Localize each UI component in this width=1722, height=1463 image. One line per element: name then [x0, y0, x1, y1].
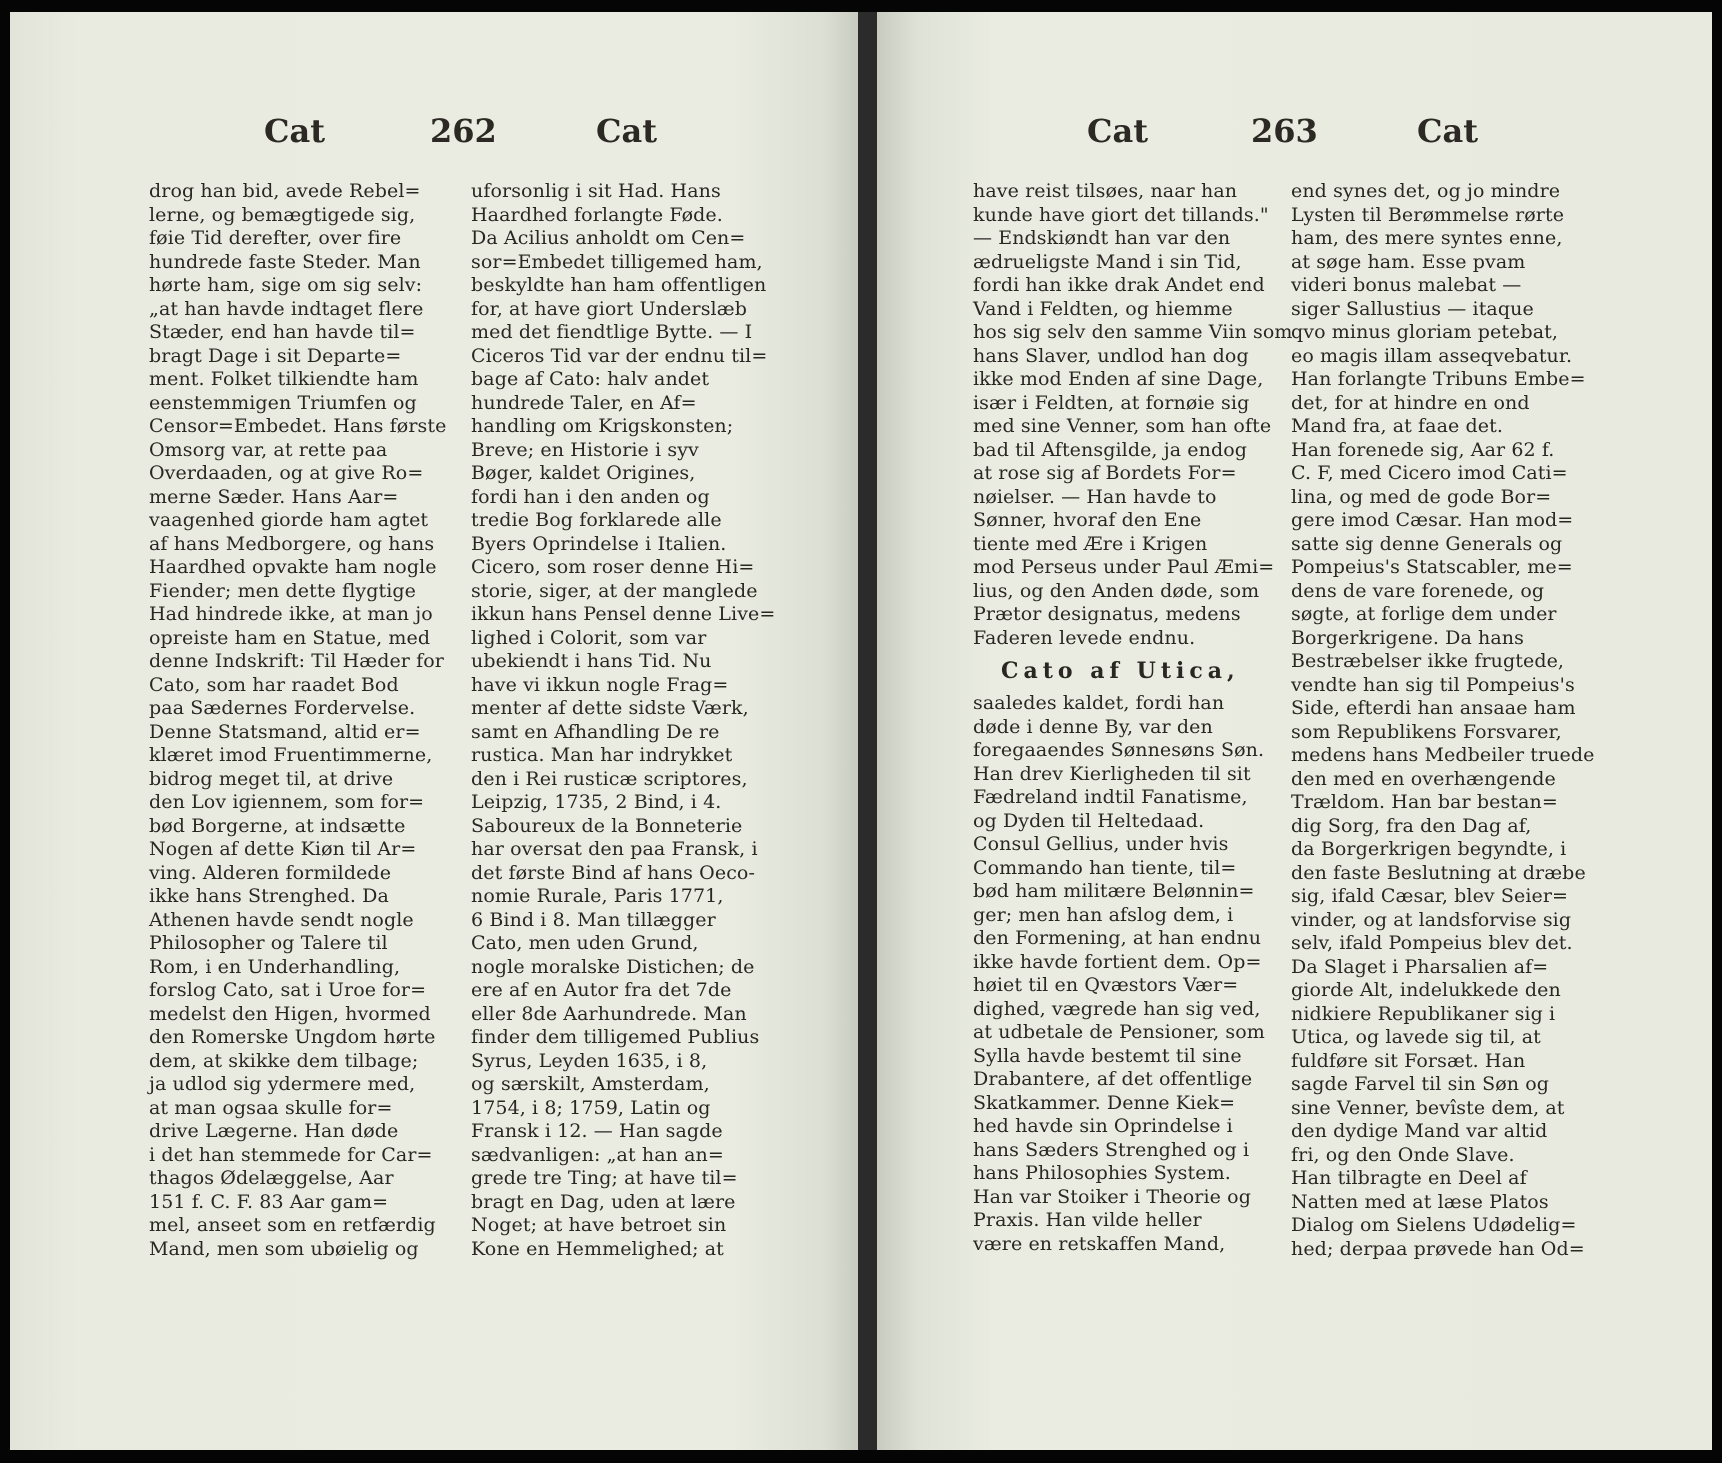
text-line: 1754, i 8; 1759, Latin og: [471, 1096, 711, 1119]
text-line: Cato, men uden Grund,: [471, 932, 699, 954]
text-line: fordi han i den anden og: [471, 485, 710, 508]
text-line: fuldføre sit Forsæt. Han: [1291, 1049, 1526, 1072]
text-line: den Romerske Ungdom hørte: [149, 1026, 436, 1048]
right-column-1-bottom: [973, 692, 1273, 1256]
text-line: ere af en Autor fra det 7de: [471, 979, 732, 1001]
text-line: Cato, som har raadet Bod: [149, 673, 399, 696]
text-line: Skatkammer. Denne Kiek=: [973, 1091, 1236, 1114]
section-title-cato-af-utica: Cato af Utica,: [1001, 658, 1240, 684]
text-line: Kone en Hemmelighed; at: [471, 1237, 724, 1260]
text-line: fordi han ikke drak Andet end: [973, 274, 1265, 296]
text-line: lina, og med de gode Bor=: [1291, 485, 1552, 508]
text-line: lius, og den Anden døde, som: [973, 579, 1260, 602]
text-line: Lysten til Berømmelse rørte: [1291, 203, 1565, 226]
text-line: finder dem tilligemed Publius: [471, 1026, 760, 1048]
text-line: og Dyden til Heltedaad.: [973, 809, 1205, 832]
text-line: bragt en Dag, uden at lære: [471, 1190, 736, 1213]
text-line: satte sig denne Generals og: [1291, 532, 1563, 555]
text-line: mod Perseus under Paul Æmi=: [973, 556, 1275, 578]
text-line: Nogen af dette Kiøn til Ar=: [149, 838, 417, 860]
text-line: Rom, i en Underhandling,: [149, 955, 401, 978]
text-line: Vand i Feldten, og hiemme: [973, 297, 1233, 320]
text-line: Ciceros Tid var der endnu til=: [471, 344, 768, 367]
text-line: at man ogsaa skulle for=: [149, 1096, 393, 1119]
text-line: den dydige Mand var altid: [1291, 1120, 1548, 1142]
text-line: tiente med Ære i Krigen: [973, 532, 1208, 555]
text-line: bad til Aftensgilde, ja endog: [973, 438, 1248, 461]
text-line: forslog Cato, sat i Uroe for=: [149, 979, 427, 1001]
text-line: Mand fra, at faae det.: [1291, 415, 1503, 437]
text-line: Han forenede sig, Aar 62 f.: [1291, 438, 1555, 461]
text-line: at søge ham. Esse pvam: [1291, 250, 1526, 273]
text-line: gere imod Cæsar. Han mod=: [1291, 509, 1574, 531]
text-line: — Endskiøndt han var den: [973, 227, 1231, 249]
text-line: sædvanligen: „at han an=: [471, 1143, 724, 1166]
text-line: Da Acilius anholdt om Cen=: [471, 227, 746, 249]
text-line: Prætor designatus, medens: [973, 603, 1241, 625]
left-header-word-right: Cat: [596, 112, 657, 150]
text-line: denne Indskrift: Til Hæder for: [149, 650, 444, 672]
text-line: Cicero, som roser denne Hi=: [471, 556, 755, 578]
text-line: handling om Krigskonsten;: [471, 415, 734, 437]
text-line: medens hans Medbeiler truede: [1291, 744, 1595, 766]
right-column-2: [1291, 180, 1611, 1261]
text-line: lerne, og bemægtigede sig,: [149, 203, 416, 226]
text-line: Omsorg var, at rette paa: [149, 438, 388, 461]
text-line: den i Rei rusticæ scriptores,: [471, 767, 748, 790]
text-line: ment. Folket tilkiendte ham: [149, 368, 419, 390]
right-page-number: 263: [1251, 112, 1318, 150]
text-line: ikke mod Enden af sine Dage,: [973, 368, 1264, 390]
text-line: Consul Gellius, under hvis: [973, 833, 1229, 855]
text-line: hørte ham, sige om sig selv:: [149, 274, 423, 296]
text-line: eller 8de Aarhundrede. Man: [471, 1002, 747, 1025]
text-line: Praxis. Han vilde heller: [973, 1209, 1202, 1231]
text-line: Overdaaden, og at give Ro=: [149, 462, 424, 484]
left-page: [10, 12, 858, 1450]
text-line: ubekiendt i hans Tid. Nu: [471, 650, 712, 672]
text-line: „at han havde indtaget flere: [149, 297, 424, 320]
text-line: Trældom. Han bar bestan=: [1291, 791, 1558, 813]
text-line: Denne Statsmand, altid er=: [149, 720, 421, 743]
text-line: har oversat den paa Fransk, i: [471, 838, 758, 860]
book-gutter: [858, 12, 877, 1450]
text-line: bød ham militære Belønnin=: [973, 880, 1255, 902]
text-line: Fædreland indtil Fanatisme,: [973, 786, 1248, 808]
text-line: saaledes kaldet, fordi han: [973, 692, 1225, 714]
text-line: Dialog om Sielens Udødelig=: [1291, 1214, 1577, 1236]
text-line: Mand, men som ubøielig og: [149, 1237, 419, 1260]
right-header-word-right: Cat: [1417, 112, 1478, 150]
text-line: Sønner, hvoraf den Ene: [973, 509, 1202, 531]
text-line: ikkun hans Pensel denne Live=: [471, 603, 776, 625]
text-line: Athenen havde sendt nogle: [149, 908, 414, 931]
text-line: Haardhed opvakte ham nogle: [149, 556, 437, 578]
text-line: med sine Venner, som han ofte: [973, 415, 1272, 437]
text-line: hed havde sin Oprindelse i: [973, 1115, 1233, 1137]
text-line: selv, ifald Pompeius blev det.: [1291, 932, 1573, 954]
text-line: den Formening, at han endnu: [973, 927, 1262, 949]
text-line: bragt Dage i sit Departe=: [149, 344, 402, 367]
text-line: end synes det, og jo mindre: [1291, 180, 1561, 202]
text-line: sor=Embedet tilligemed ham,: [471, 250, 763, 273]
text-line: da Borgerkrigen begyndte, i: [1291, 838, 1567, 860]
text-line: menter af dette sidste Værk,: [471, 697, 749, 719]
text-line: den faste Beslutning at dræbe: [1291, 861, 1586, 884]
text-line: søgte, at forlige dem under: [1291, 603, 1557, 625]
text-line: mel, anseet som en retfærdig: [149, 1214, 436, 1236]
text-line: eo magis illam asseqvebatur.: [1291, 344, 1573, 367]
text-line: bidrog meget til, at drive: [149, 767, 394, 790]
text-line: vendte han sig til Pompeius's: [1291, 673, 1575, 696]
text-line: med det fiendtlige Bytte. — I: [471, 321, 753, 343]
text-line: qvo minus gloriam petebat,: [1291, 321, 1559, 343]
text-line: Philosopher og Talere til: [149, 932, 388, 954]
text-line: vinder, og at landsforvise sig: [1291, 908, 1572, 931]
text-line: døde i denne By, var den: [973, 715, 1213, 738]
text-line: nidkiere Republikaner sig i: [1291, 1002, 1556, 1025]
text-line: foregaaendes Sønnesøns Søn.: [973, 739, 1265, 761]
text-line: Syrus, Leyden 1635, i 8,: [471, 1049, 708, 1072]
text-line: af hans Medborgere, og hans: [149, 532, 435, 555]
text-line: 6 Bind i 8. Man tillægger: [471, 908, 716, 931]
text-line: Bestræbelser ikke frugtede,: [1291, 650, 1565, 672]
text-line: videri bonus malebat —: [1291, 274, 1522, 296]
text-line: samt en Afhandling De re: [471, 720, 720, 743]
text-line: hundrede faste Steder. Man: [149, 250, 421, 273]
text-line: grede tre Ting; at have til=: [471, 1167, 738, 1189]
text-line: at rose sig af Bordets For=: [973, 462, 1237, 484]
text-line: det første Bind af hans Oeco-: [471, 861, 755, 884]
text-line: C. F, med Cicero imod Cati=: [1291, 462, 1568, 484]
text-line: hundrede Taler, en Af=: [471, 391, 697, 414]
text-line: sig, ifald Cæsar, blev Seier=: [1291, 885, 1569, 907]
text-line: sine Venner, bevîste dem, at: [1291, 1096, 1565, 1119]
text-line: fri, og den Onde Slave.: [1291, 1143, 1515, 1166]
text-line: bød Borgerne, at indsætte: [149, 814, 406, 837]
text-line: høiet til en Qvæstors Vær=: [973, 974, 1239, 996]
text-line: Sylla havde bestemt til sine: [973, 1044, 1242, 1067]
text-line: opreiste ham en Statue, med: [149, 626, 431, 649]
text-line: hos sig selv den samme Viin som: [973, 321, 1293, 343]
text-line: Han var Stoiker i Theorie og: [973, 1185, 1251, 1208]
text-line: kunde have giort det tillands.": [973, 203, 1269, 226]
text-line: eenstemmigen Triumfen og: [149, 391, 417, 414]
text-line: ikke hans Strenghed. Da: [149, 885, 389, 907]
text-line: Leipzig, 1735, 2 Bind, i 4.: [471, 791, 722, 813]
text-line: som Republikens Forsvarer,: [1291, 720, 1562, 743]
text-line: Han tilbragte en Deel af: [1291, 1167, 1527, 1189]
text-line: merne Sæder. Hans Aar=: [149, 485, 399, 508]
text-line: og særskilt, Amsterdam,: [471, 1073, 710, 1095]
text-line: nøielser. — Han havde to: [973, 485, 1217, 508]
text-line: ikke havde fortient dem. Op=: [973, 950, 1262, 973]
text-line: hed; derpaa prøvede han Od=: [1291, 1237, 1585, 1260]
text-line: hans Philosophies System.: [973, 1162, 1231, 1184]
text-line: Stæder, end han havde til=: [149, 321, 416, 343]
text-line: nomie Rurale, Paris 1771,: [471, 885, 724, 907]
text-line: dens de vare forenede, og: [1291, 579, 1545, 602]
text-line: Han drev Kierligheden til sit: [973, 762, 1251, 785]
text-line: beskyldte han ham offentligen: [471, 274, 767, 296]
text-line: 151 f. C. F. 83 Aar gam=: [149, 1190, 389, 1213]
text-line: Utica, og lavede sig til, at: [1291, 1026, 1541, 1048]
text-line: dem, at skikke dem tilbage;: [149, 1049, 419, 1072]
text-line: ædrueligste Mand i sin Tid,: [973, 250, 1242, 273]
text-line: Noget; at have betroet sin: [471, 1214, 727, 1236]
text-line: Fransk i 12. — Han sagde: [471, 1120, 723, 1142]
text-line: giorde Alt, indelukkede den: [1291, 979, 1561, 1001]
text-line: den med en overhængende: [1291, 767, 1556, 790]
text-line: storie, siger, at der manglede: [471, 579, 758, 602]
text-line: Da Slaget i Pharsalien af=: [1291, 955, 1549, 978]
text-line: Drabantere, af det offentlige: [973, 1068, 1253, 1090]
text-line: sagde Farvel til sin Søn og: [1291, 1073, 1550, 1095]
text-line: drog han bid, avede Rebel=: [149, 180, 421, 202]
left-column-1: [149, 180, 449, 1261]
text-line: føie Tid derefter, over fire: [149, 227, 402, 249]
text-line: ham, des mere syntes enne,: [1291, 227, 1563, 249]
text-line: thagos Ødelæggelse, Aar: [149, 1167, 394, 1189]
text-line: Breve; en Historie i syv: [471, 438, 699, 461]
text-line: ger; men han afslog dem, i: [973, 903, 1234, 926]
text-line: det, for at hindre en ond: [1291, 391, 1530, 414]
right-header-word-left: Cat: [1087, 112, 1148, 150]
text-line: Side, efterdi han ansaae ham: [1291, 697, 1576, 719]
text-line: Commando han tiente, til=: [973, 856, 1237, 879]
text-line: Bøger, kaldet Origines,: [471, 462, 696, 484]
text-line: for, at have giort Underslæb: [471, 297, 747, 320]
text-line: have vi ikkun nogle Frag=: [471, 673, 729, 696]
left-column-2: [471, 180, 791, 1261]
text-line: Haardhed forlangte Føde.: [471, 203, 723, 226]
text-line: Borgerkrigene. Da hans: [1291, 626, 1524, 649]
text-line: den Lov igiennem, som for=: [149, 791, 425, 813]
text-line: bage af Cato: halv andet: [471, 368, 710, 390]
text-line: rustica. Man har indrykket: [471, 744, 733, 766]
text-line: i det han stemmede for Car=: [149, 1143, 433, 1166]
left-header-word-left: Cat: [264, 112, 325, 150]
text-line: have reist tilsøes, naar han: [973, 180, 1238, 202]
text-line: Censor=Embedet. Hans første: [149, 415, 447, 437]
text-line: uforsonlig i sit Had. Hans: [471, 180, 721, 202]
text-line: hans Sæders Strenghed og i: [973, 1138, 1250, 1161]
text-line: hans Slaver, undlod han dog: [973, 344, 1249, 367]
text-line: nogle moralske Distichen; de: [471, 955, 755, 978]
text-line: især i Feldten, at fornøie sig: [973, 391, 1250, 414]
right-page: [877, 12, 1712, 1450]
text-line: lighed i Colorit, som var: [471, 626, 707, 649]
text-line: Natten med at læse Platos: [1291, 1190, 1549, 1213]
text-line: være en retskaffen Mand,: [973, 1232, 1226, 1255]
text-line: ving. Alderen formildede: [149, 861, 392, 884]
text-line: dig Sorg, fra den Dag af,: [1291, 814, 1532, 837]
text-line: siger Sallustius — itaque: [1291, 297, 1534, 320]
text-line: at udbetale de Pensioner, som: [973, 1021, 1265, 1043]
text-line: tredie Bog forklarede alle: [471, 509, 722, 531]
text-line: Han forlangte Tribuns Embe=: [1291, 368, 1586, 390]
text-line: vaagenhed giorde ham agtet: [149, 509, 429, 531]
text-line: drive Lægerne. Han døde: [149, 1120, 399, 1142]
text-line: klæret imod Fruentimmerne,: [149, 744, 433, 766]
right-column-1-top: [973, 180, 1293, 650]
text-line: paa Sædernes Fordervelse.: [149, 697, 416, 719]
left-page-number: 262: [430, 112, 497, 150]
text-line: Fiender; men dette flygtige: [149, 579, 416, 602]
text-line: Pompeius's Statscabler, me=: [1291, 556, 1573, 578]
text-line: Byers Oprindelse i Italien.: [471, 532, 727, 555]
text-line: Faderen levede endnu.: [973, 626, 1196, 649]
text-line: medelst den Higen, hvormed: [149, 1002, 431, 1025]
text-line: ja udlod sig ydermere med,: [149, 1073, 416, 1095]
text-line: Had hindrede ikke, at man jo: [149, 603, 433, 625]
text-line: Saboureux de la Bonneterie: [471, 814, 743, 837]
text-line: dighed, vægrede han sig ved,: [973, 997, 1261, 1020]
